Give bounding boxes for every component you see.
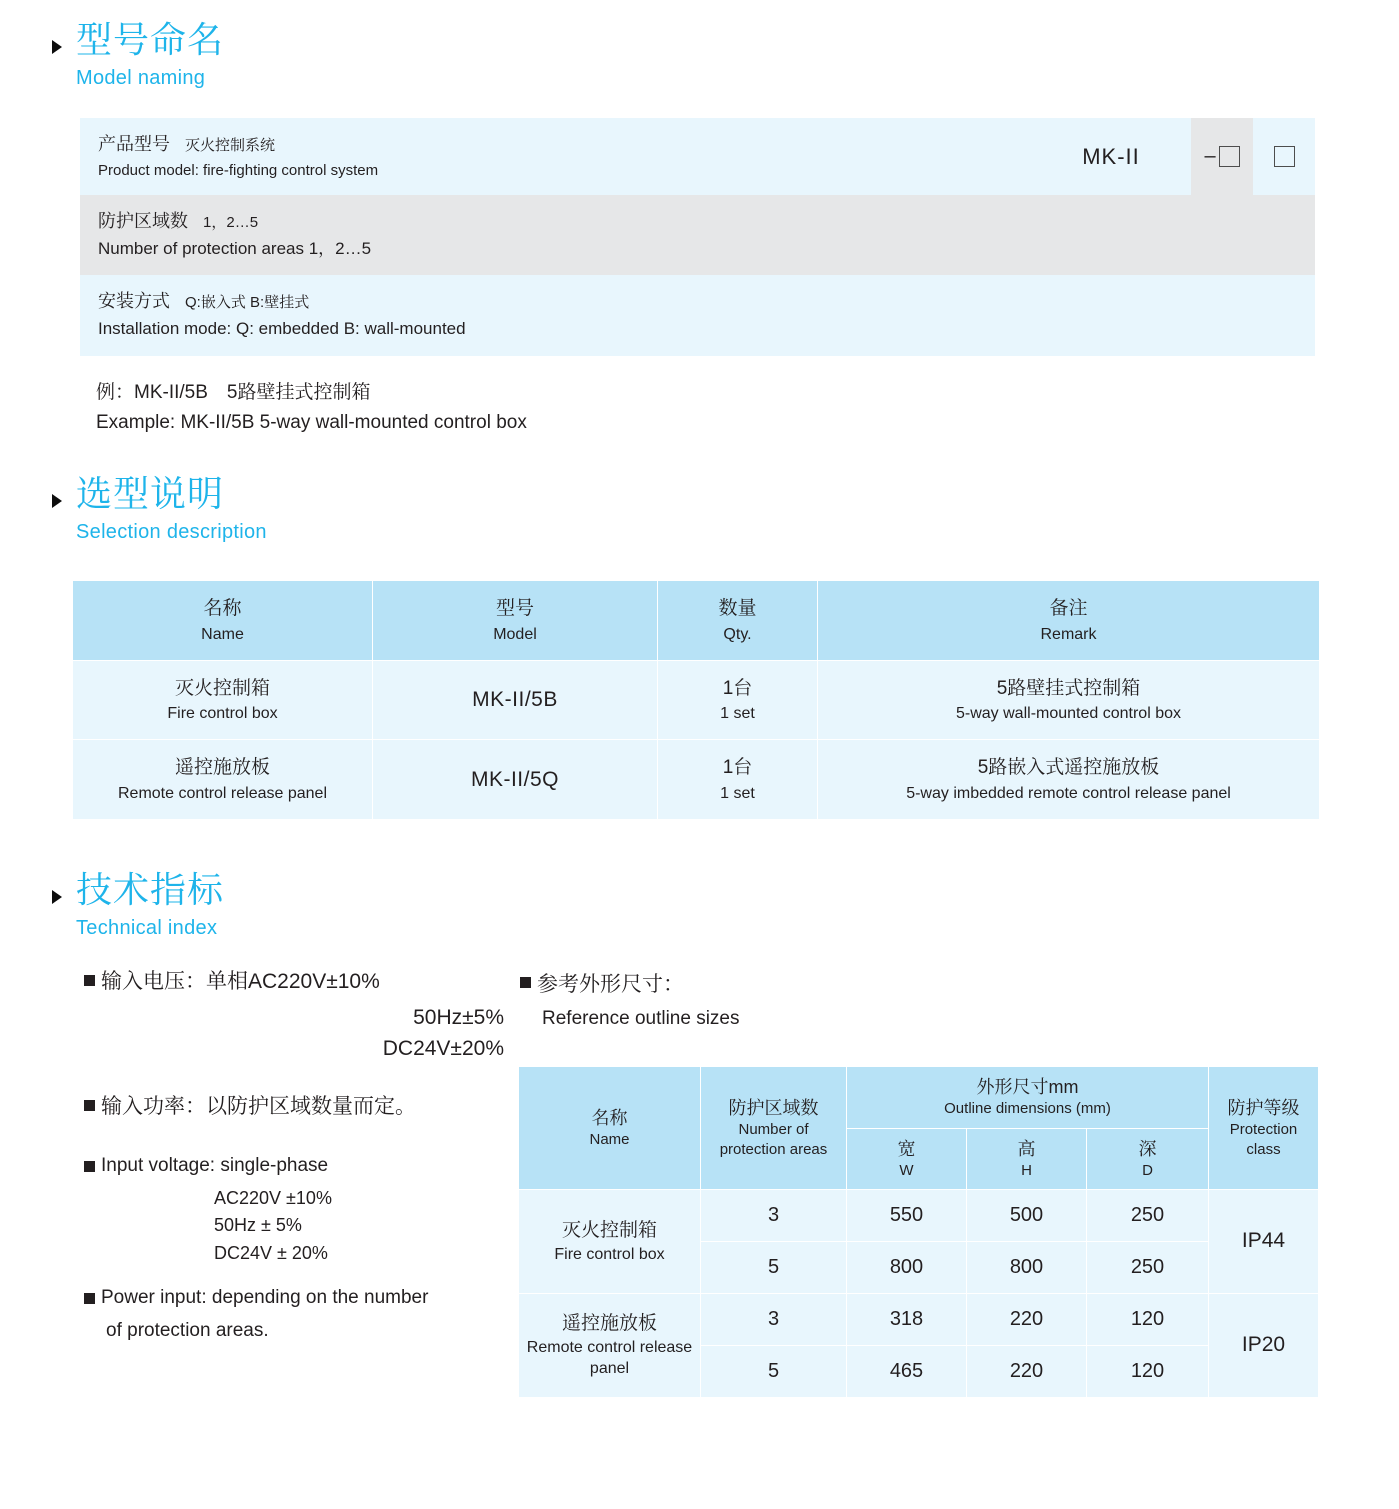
dim-col-header-outline-en: Outline dimensions (mm) xyxy=(944,1100,1111,1118)
spec-input-power-cn-text: 输入功率：以防护区域数量而定。 xyxy=(101,1094,416,1118)
col-header-remark xyxy=(818,581,1320,661)
dim-cell-w: 465 xyxy=(847,1346,967,1398)
spec-input-voltage-cn xyxy=(84,966,504,998)
col-header-model-en: Model xyxy=(493,625,537,643)
checkbox-square-icon-1 xyxy=(1219,146,1240,167)
dim-col-header-class-cn: 防护等级 xyxy=(1227,1097,1300,1118)
section-title-en: Technical index xyxy=(76,917,218,939)
dim-cell-name xyxy=(519,1294,701,1398)
reference-outline-sizes-heading xyxy=(520,968,740,1030)
section-title-cn: 选型说明 xyxy=(76,473,225,514)
dimension-table xyxy=(518,1066,1319,1398)
dim-col-header-class xyxy=(1209,1067,1319,1190)
square-bullet-icon xyxy=(520,977,531,988)
naming-row-product-model xyxy=(80,118,1315,195)
col-header-remark-cn: 备注 xyxy=(1049,598,1088,619)
dim-cell-d: 120 xyxy=(1087,1346,1209,1398)
col-header-qty-cn: 数量 xyxy=(718,598,757,619)
cell-qty-en: 1 set xyxy=(720,705,755,723)
triangle-bullet-icon xyxy=(52,890,62,904)
dim-col-header-d-en: D xyxy=(1142,1161,1153,1179)
dim-cell-name-en: Remote control release panel xyxy=(526,1338,693,1378)
dim-col-header-w xyxy=(847,1128,967,1190)
dim-col-header-h-en: H xyxy=(1021,1161,1032,1179)
reference-outline-bullet-row xyxy=(520,968,740,998)
spec-input-voltage-cn-line1: 输入电压：单相AC220V±10% xyxy=(101,970,380,993)
col-header-qty-en: Qty. xyxy=(723,625,752,643)
cell-name-en: Remote control release panel xyxy=(117,785,327,803)
naming-row-2-cn-value: Q:嵌入式 B:壁挂式 xyxy=(185,294,310,312)
dim-cell-h: 220 xyxy=(967,1294,1087,1346)
cell-model-value: MK-II/5Q xyxy=(470,767,559,791)
example-block xyxy=(96,378,527,439)
reference-outline-en: Reference outline sizes xyxy=(542,1008,740,1029)
dim-cell-protection-class: IP44 xyxy=(1209,1190,1319,1294)
spec-input-power-en-line2: of protection areas. xyxy=(106,1319,269,1341)
cell-name-en: Fire control box xyxy=(167,705,278,723)
cell-remark xyxy=(818,660,1320,740)
cell-remark-cn: 5路壁挂式控制箱 xyxy=(996,677,1141,699)
dim-col-header-d xyxy=(1087,1128,1209,1190)
naming-row-1-cn-value: 1，2…5 xyxy=(203,214,259,232)
col-header-remark-en: Remark xyxy=(1040,625,1097,643)
naming-row-2-en: Installation mode: Q: embedded B: wall-mounted xyxy=(98,319,466,339)
dim-cell-areas: 5 xyxy=(701,1346,847,1398)
naming-row-0-en: Product model: fire-fighting control system xyxy=(98,161,379,179)
cell-qty-cn: 1台 xyxy=(722,677,753,699)
section-model-naming xyxy=(52,19,225,89)
spec-input-power-cn xyxy=(84,1091,504,1123)
cell-qty xyxy=(658,740,818,820)
dim-col-header-name-en: Name xyxy=(589,1131,630,1149)
triangle-bullet-icon xyxy=(52,40,62,54)
dim-col-header-areas-cn: 防护区域数 xyxy=(728,1097,819,1118)
section-title-en: Selection description xyxy=(76,521,267,543)
selection-table xyxy=(72,580,1320,820)
dim-col-header-w-cn: 宽 xyxy=(897,1138,916,1159)
table-row xyxy=(73,740,1320,820)
dim-cell-d: 250 xyxy=(1087,1242,1209,1294)
dim-cell-areas: 3 xyxy=(701,1190,847,1242)
square-bullet-icon xyxy=(84,1293,95,1304)
col-header-qty xyxy=(658,581,818,661)
naming-row-0-cn-value: 灭火控制系统 xyxy=(185,137,276,154)
spec-input-voltage-en-line1: Input voltage: single-phase xyxy=(101,1155,329,1176)
cell-model xyxy=(373,660,658,740)
spec-input-power-en-line1: Power input: depending on the number xyxy=(101,1287,429,1309)
technical-specs-left xyxy=(84,966,504,1345)
cell-name-cn: 灭火控制箱 xyxy=(174,677,270,699)
col-header-model-cn: 型号 xyxy=(495,598,534,619)
section-technical-index xyxy=(52,869,225,939)
dim-col-header-outline-cn: 外形尺寸mm xyxy=(976,1077,1079,1097)
dim-col-header-name xyxy=(519,1067,701,1190)
square-bullet-icon xyxy=(84,1161,95,1172)
example-en: Example: MK-II/5B 5-way wall-mounted control box xyxy=(96,412,527,434)
dim-cell-name-cn: 灭火控制箱 xyxy=(561,1219,657,1241)
spec-input-power-en xyxy=(84,1284,504,1313)
dim-cell-w: 550 xyxy=(847,1190,967,1242)
dim-col-header-name-cn: 名称 xyxy=(591,1107,628,1128)
cell-remark xyxy=(818,740,1320,820)
dim-cell-name-en: Fire control box xyxy=(554,1245,665,1263)
table-row xyxy=(519,1190,1319,1242)
dim-col-header-areas-en: Number of protection areas xyxy=(719,1120,828,1159)
spec-input-voltage-en-line2: AC220V ±10% xyxy=(214,1187,332,1208)
dim-cell-h: 800 xyxy=(967,1242,1087,1294)
section-title-en: Model naming xyxy=(76,67,206,89)
naming-row-1-en: Number of protection areas 1，2…5 xyxy=(98,239,372,259)
square-bullet-icon xyxy=(84,1100,95,1111)
dim-col-header-outline xyxy=(847,1067,1209,1129)
dim-col-header-class-en: Protection class xyxy=(1229,1120,1298,1159)
cell-name-cn: 遥控施放板 xyxy=(174,757,270,779)
cell-qty-cn: 1台 xyxy=(722,757,753,779)
naming-row-1-cn-label: 防护区域数 xyxy=(98,211,188,232)
dim-cell-d: 250 xyxy=(1087,1190,1209,1242)
dim-cell-d: 120 xyxy=(1087,1294,1209,1346)
dash-glyph: – xyxy=(1204,145,1216,168)
spec-input-voltage-en-line3: 50Hz ± 5% xyxy=(214,1215,302,1236)
table-row xyxy=(73,660,1320,740)
cell-qty xyxy=(658,660,818,740)
section-selection-description xyxy=(52,473,267,543)
cell-remark-en: 5-way imbedded remote control release panel xyxy=(906,785,1231,803)
dim-col-header-w-en: W xyxy=(899,1161,914,1179)
spec-input-voltage-en xyxy=(84,1152,504,1181)
dim-col-header-h xyxy=(967,1128,1087,1190)
cell-name xyxy=(73,740,373,820)
col-header-model xyxy=(373,581,658,661)
col-header-name-cn: 名称 xyxy=(203,598,242,619)
model-suffix-area xyxy=(1191,118,1253,195)
naming-row-0-cn-label: 产品型号 xyxy=(98,134,170,154)
dim-cell-protection-class: IP20 xyxy=(1209,1294,1319,1398)
spec-input-voltage-cn-line3: DC24V±20% xyxy=(382,1037,504,1060)
cell-model xyxy=(373,740,658,820)
reference-outline-cn: 参考外形尺寸： xyxy=(537,973,684,996)
dim-cell-name-cn: 遥控施放板 xyxy=(561,1313,657,1335)
dim-cell-w: 800 xyxy=(847,1242,967,1294)
model-naming-diagram xyxy=(80,118,1315,356)
dim-cell-areas: 5 xyxy=(701,1242,847,1294)
model-code: MK-II xyxy=(1031,118,1191,195)
dim-cell-h: 500 xyxy=(967,1190,1087,1242)
cell-remark-cn: 5路嵌入式遥控施放板 xyxy=(977,757,1160,779)
square-bullet-icon xyxy=(84,975,95,986)
col-header-name xyxy=(73,581,373,661)
dim-col-header-areas xyxy=(701,1067,847,1190)
table-header-row xyxy=(519,1067,1319,1129)
cell-model-value: MK-II/5B xyxy=(472,687,558,711)
dim-col-header-d-cn: 深 xyxy=(1138,1138,1157,1159)
cell-name xyxy=(73,660,373,740)
example-cn: 例：MK-II/5B 5路壁挂式控制箱 xyxy=(96,382,371,403)
dim-col-header-h-cn: 高 xyxy=(1017,1138,1036,1159)
dim-cell-areas: 3 xyxy=(701,1294,847,1346)
checkbox-square-icon-2 xyxy=(1274,146,1295,167)
dim-cell-name xyxy=(519,1190,701,1294)
dim-cell-w: 318 xyxy=(847,1294,967,1346)
table-row xyxy=(519,1294,1319,1346)
triangle-bullet-icon xyxy=(52,494,62,508)
cell-remark-en: 5-way wall-mounted control box xyxy=(956,705,1181,723)
section-title-cn: 技术指标 xyxy=(76,869,225,910)
section-title-cn: 型号命名 xyxy=(76,19,225,60)
col-header-name-en: Name xyxy=(201,625,244,643)
naming-row-2-cn-label: 安装方式 xyxy=(98,291,170,312)
cell-qty-en: 1 set xyxy=(720,785,755,803)
spec-input-voltage-cn-line2: 50Hz±5% xyxy=(413,1005,504,1029)
naming-row-protection-areas xyxy=(80,195,1315,275)
model-suffix-install xyxy=(1253,118,1315,195)
dim-cell-h: 220 xyxy=(967,1346,1087,1398)
spec-input-voltage-en-line4: DC24V ± 20% xyxy=(214,1243,328,1264)
naming-row-installation-mode xyxy=(80,275,1315,355)
table-header-row xyxy=(73,581,1320,661)
